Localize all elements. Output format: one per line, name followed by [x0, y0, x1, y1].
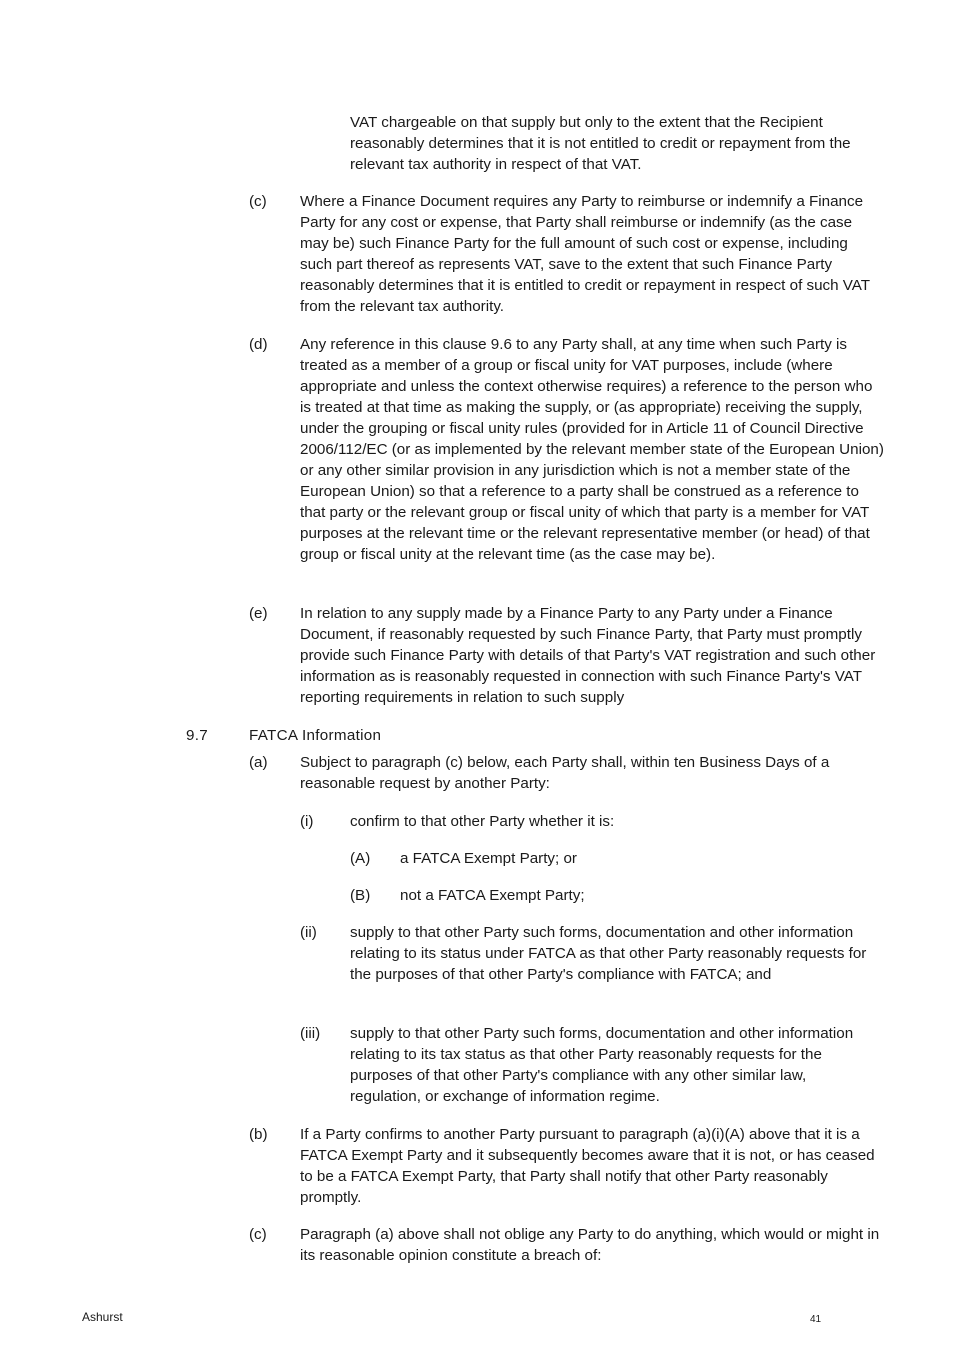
paragraph-9-7-c: Paragraph (a) above shall not oblige any Party to do anything, which would or might in its reasonable opinion constitute a breach of: — [300, 1226, 880, 1264]
paragraph-9-7-b: If a Party confirms to another Party pursuant to paragraph (a)(i)(A) above that it is a FATCA Exempt Party and it subsequently becomes aware that it is not, or has ceased to be a FATCA Exempt Party, that Party shall notify that other Party reasonably promptly. — [300, 1126, 875, 1206]
paragraph-9-7-a-i-B: not a FATCA Exempt Party; — [400, 887, 585, 904]
item-label: (B) — [350, 887, 371, 904]
footer-firm-name: Ashurst — [82, 1310, 123, 1324]
paragraph-9-7-a-iii: supply to that other Party such forms, documentation and other information relating to its tax status as that other Party reasonably requests for the purposes of that other Party's compliance with any other similar law, regulation, or exchange of information regime. — [350, 1025, 854, 1105]
item-label: (iii) — [300, 1025, 321, 1042]
continuation-paragraph: VAT chargeable on that supply but only to the extent that the Recipient reasonably determines that it is not entitled to credit or repayment from the relevant tax authority in respect of that VAT. — [350, 114, 851, 173]
paragraph-9-7-a-i: confirm to that other Party whether it is: — [350, 813, 615, 830]
clause-heading: FATCA Information — [249, 727, 382, 744]
page-number: 41 — [810, 1314, 822, 1325]
item-label: (c) — [249, 1226, 267, 1243]
clause-number: 9.7 — [186, 727, 209, 744]
item-label: (A) — [350, 850, 371, 867]
item-label: (e) — [249, 605, 268, 622]
paragraph-9-6-c: Where a Finance Document requires any Party to reimburse or indemnify a Finance Party for any cost or expense, that Party shall reimburse or indemnify (as the case may be) such Finance Party for the full amount of such cost or expense, including such part thereof as represents VAT, save to the extent that such Finance Party reasonably determines that it is entitled to credit or repayment in respect of such VAT from the relevant tax authority. — [300, 193, 870, 315]
paragraph-9-7-a-i-A: a FATCA Exempt Party; or — [400, 850, 577, 867]
item-label: (i) — [300, 813, 314, 830]
item-label: (a) — [249, 754, 268, 771]
item-label: (c) — [249, 193, 267, 210]
paragraph-9-6-e: In relation to any supply made by a Finance Party to any Party under a Finance Document, if reasonably requested by such Finance Party, that Party must promptly provide such Finance Party with details of that Party's VAT registration and such other information as is reasonably requested in connection with such Finance Party's VAT reporting requirements in relation to such supply — [300, 605, 876, 706]
paragraph-9-7-a: Subject to paragraph (c) below, each Party shall, within ten Business Days of a reasonable request by another Party: — [300, 754, 830, 792]
item-label: (b) — [249, 1126, 268, 1143]
item-label: (ii) — [300, 924, 317, 941]
paragraph-9-6-d: Any reference in this clause 9.6 to any Party shall, at any time when such Party is treated as a member of a group or fiscal unity for VAT purposes, include (where appropriate and unless the context otherwise requires) a reference to the person who is treated at that time as making the supply, or (as appropriate) receiving the supply, under the grouping or fiscal unity rules (provided for in Article 11 of Council Directive 2006/112/EC (or as implemented by the relevant member state of the European Union) or any other similar provision in any jurisdiction which is not a member state of the European Union) so that a reference to a party shall be construed as a reference to that party or the relevant group or fiscal unity of which that party is a member for VAT purposes at the relevant time or the relevant representative member (or head) of that group or fiscal unity at the relevant time (as the case may be). — [300, 336, 884, 563]
paragraph-9-7-a-ii: supply to that other Party such forms, documentation and other information relating to its status under FATCA as that other Party reasonably requests for the purposes of that other Party's compliance with FATCA; and — [350, 924, 867, 983]
item-label: (d) — [249, 336, 268, 353]
